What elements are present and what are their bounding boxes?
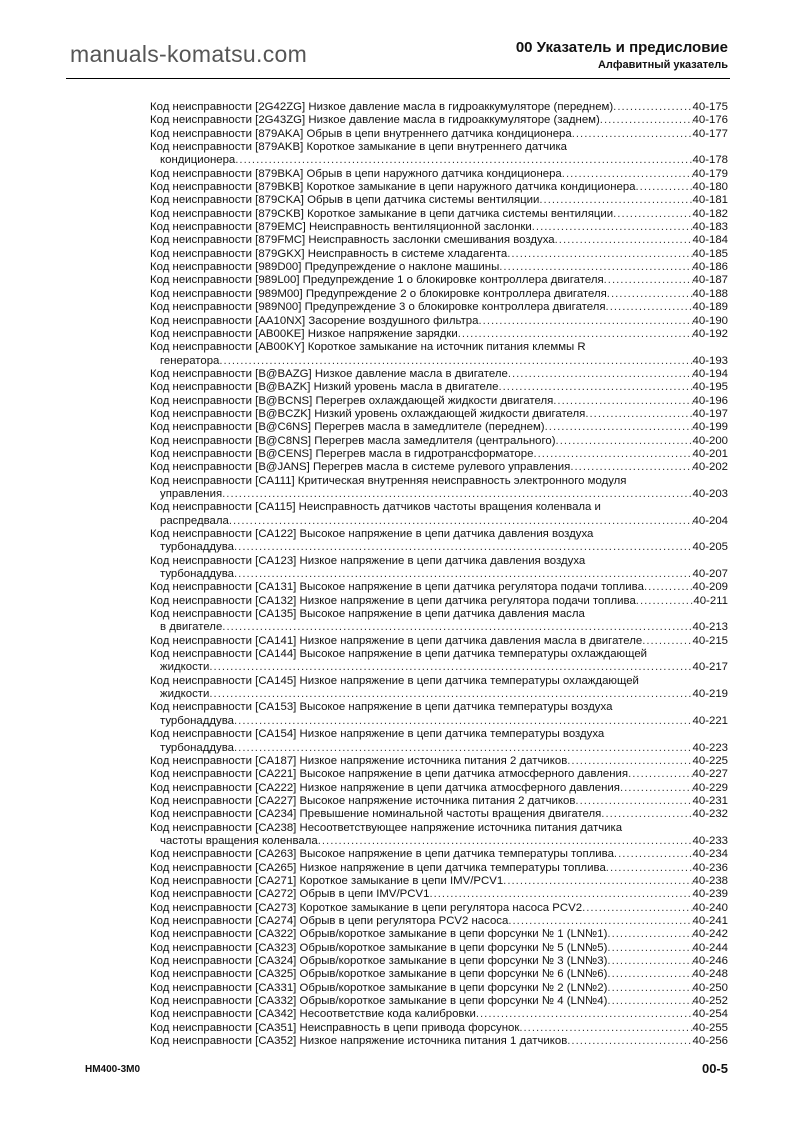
index-entry-continuation[interactable] [150, 661, 728, 674]
entry-text: Код неисправности [879FMC] Неисправность заслонки смешивания воздуха [150, 234, 555, 247]
index-entry[interactable] [150, 608, 728, 621]
dot-leader [628, 768, 692, 781]
entry-page: 40-246 [692, 955, 728, 967]
dot-leader [636, 595, 694, 608]
entry-page: 40-221 [692, 714, 728, 727]
index-entry-continuation[interactable] [150, 541, 728, 554]
index-entry[interactable] [150, 501, 728, 514]
entry-page: 40-236 [692, 861, 728, 874]
index-entry[interactable] [150, 755, 728, 768]
entry-text: Код неисправности [CA273] Короткое замыкание в цепи регулятора насоса PCV2 [150, 901, 583, 914]
dot-leader [607, 288, 693, 301]
dot-leader [607, 928, 692, 941]
entry-text-continuation: турбонаддува [160, 714, 234, 727]
index-entry[interactable] [150, 888, 728, 901]
dot-leader [499, 261, 692, 274]
entry-text: Код неисправности [879CKB] Короткое замыкание в цепи датчика системы вентиляции [150, 207, 614, 220]
index-entry[interactable] [150, 408, 728, 421]
footer-page-number: 00-5 [701, 1061, 728, 1076]
entry-text: Код неисправности [CA352] Низкое напряжение источника питания 1 датчиков [150, 1035, 568, 1048]
entry-page: 40-254 [692, 1008, 728, 1021]
index-entry[interactable] [150, 1022, 728, 1035]
dot-leader [607, 955, 692, 968]
entry-text-continuation: турбонаддува [160, 741, 234, 754]
entry-text: Код неисправности [879AKB] Короткое замыкание в цепи внутреннего датчика [150, 141, 568, 154]
entry-text: Код неисправности [CA123] Низкое напряжение в цепи датчика давления воздуха [150, 554, 586, 567]
index-entry[interactable] [150, 395, 728, 408]
entry-page: 40-239 [692, 888, 728, 901]
dot-leader [519, 1022, 692, 1035]
index-entry[interactable] [150, 555, 728, 568]
watermark: manuals-komatsu.com [70, 41, 308, 67]
index-entry[interactable] [150, 194, 728, 207]
dot-leader [567, 755, 692, 768]
index-entry[interactable] [150, 248, 728, 261]
index-entry[interactable] [150, 701, 728, 714]
index-entry[interactable] [150, 435, 728, 448]
dot-leader [601, 808, 692, 821]
entry-text: Код неисправности [879AKA] Обрыв в цепи внутреннего датчика кондиционера [150, 127, 572, 140]
dot-leader [607, 942, 692, 955]
entry-page: 40-229 [692, 781, 728, 794]
entry-page: 40-211 [693, 594, 728, 607]
entry-page: 40-183 [692, 221, 728, 234]
index-entry[interactable] [150, 635, 728, 648]
index-entry[interactable] [150, 208, 728, 221]
index-entry[interactable] [150, 301, 728, 314]
dot-leader [209, 661, 692, 674]
index-entry[interactable] [150, 1035, 728, 1048]
index-entry[interactable] [150, 368, 728, 381]
index-entry[interactable] [150, 181, 728, 194]
entry-text: Код неисправности [CA263] Высокое напряжение в цепи датчика температуры топлива [150, 848, 614, 861]
entry-text: Код неисправности [CA145] Низкое напряжение в цепи датчика температуры охлаждающей [150, 674, 639, 687]
index-entry[interactable] [150, 114, 728, 127]
entry-text: Код неисправности [B@CENS] Перегрев масла в гидротрансформаторе [150, 447, 534, 460]
entry-page: 40-250 [692, 981, 728, 994]
dot-leader [636, 181, 693, 194]
dot-leader [508, 368, 693, 381]
entry-page: 40-185 [692, 247, 728, 260]
entry-text: Код неисправности [CA135] Высокое напряжение в цепи датчика давления масла [150, 608, 585, 621]
dot-leader [235, 154, 692, 167]
index-entry[interactable] [150, 795, 728, 808]
entry-page: 40-175 [692, 101, 728, 113]
dot-leader [607, 968, 692, 981]
entry-text-continuation: управления [160, 487, 223, 500]
entry-page: 40-256 [692, 1035, 728, 1048]
dot-leader [607, 982, 692, 995]
entry-page: 40-195 [692, 381, 728, 394]
index-entry[interactable] [150, 475, 728, 488]
entry-page: 40-231 [692, 794, 728, 807]
entry-page: 40-241 [692, 914, 728, 927]
entry-page: 40-180 [692, 181, 728, 194]
index-entry[interactable] [150, 168, 728, 181]
index-entry[interactable] [150, 848, 728, 861]
index-entry[interactable] [150, 341, 728, 354]
dot-leader [234, 541, 693, 554]
entry-text: Код неисправности [CA342] Несоответствие кода калибровки [150, 1008, 476, 1021]
dot-leader [219, 355, 692, 368]
header-rule [66, 78, 730, 79]
index-entry[interactable] [150, 822, 728, 835]
dot-leader [234, 715, 693, 728]
entry-text: Код неисправности [B@JANS] Перегрев масла в системе рулевого управления [150, 461, 571, 474]
dot-leader [545, 421, 693, 434]
dot-leader [606, 862, 693, 875]
index-entry[interactable] [150, 595, 728, 608]
entry-page: 40-209 [692, 581, 728, 594]
entry-text: Код неисправности [CA141] Низкое напряжение в цепи датчика давления масла в двигателе [150, 634, 643, 647]
dot-leader [234, 568, 693, 581]
entry-text-continuation: жидкости [160, 661, 210, 674]
entry-page: 40-203 [692, 487, 728, 500]
index-entry[interactable] [150, 808, 728, 821]
dot-leader [476, 1008, 693, 1021]
entry-page: 40-187 [692, 274, 728, 287]
dot-leader [503, 875, 692, 888]
dot-leader [604, 274, 693, 287]
entry-text: Код неисправности [B@C8NS] Перегрев масла замедлителя (центрального) [150, 434, 556, 447]
entry-text: Код неисправности [CA221] Высокое напряжение в цепи датчика атмосферного давления [150, 768, 629, 781]
entry-text: Код неисправности [989N00] Предупреждение 3 о блокировке контроллера двигателя [150, 301, 606, 314]
entry-text: Код неисправности [CA154] Низкое напряжение в цепи датчика температуры воздуха [150, 728, 605, 741]
index-entry-continuation[interactable] [150, 835, 728, 848]
index-entry[interactable] [150, 581, 728, 594]
dot-leader [562, 168, 693, 181]
entry-page: 40-182 [692, 207, 728, 220]
entry-text: Код неисправности [CA144] Высокое напряжение в цепи датчика температуры охлаждающей [150, 648, 648, 661]
index-entry[interactable] [150, 141, 728, 154]
entry-text: Код неисправности [879BKA] Обрыв в цепи наружного датчика кондиционера [150, 167, 562, 180]
entry-page: 40-184 [692, 234, 728, 247]
dot-leader [532, 221, 693, 234]
index-entry[interactable] [150, 915, 728, 928]
entry-text-continuation: в двигателе [160, 621, 223, 634]
entry-page: 40-238 [692, 874, 728, 887]
dot-leader [478, 315, 692, 328]
entry-text: Код неисправности [879BKB] Короткое замыкание в цепи наружного датчика кондиционера [150, 181, 636, 194]
dot-leader [222, 621, 692, 634]
index-entry-continuation[interactable] [150, 488, 728, 501]
entry-text-continuation: жидкости [160, 688, 210, 701]
entry-text: Код неисправности [CA332] Обрыв/короткое замыкание в цепи форсунки № 4 (LN№4) [150, 995, 608, 1008]
index-entry[interactable] [150, 528, 728, 541]
dot-leader [606, 301, 693, 314]
entry-page: 40-199 [692, 421, 728, 434]
entry-text-continuation: кондиционера [160, 154, 236, 167]
entry-page: 40-213 [692, 621, 728, 634]
dot-leader [614, 848, 693, 861]
entry-text: Код неисправности [879CKA] Обрыв в цепи датчика системы вентиляции [150, 194, 540, 207]
entry-page: 40-240 [692, 901, 728, 914]
index-entry[interactable] [150, 1008, 728, 1021]
entry-text: Код неисправности [CA331] Обрыв/короткое замыкание в цепи форсунки № 2 (LN№2) [150, 981, 608, 994]
index-list [150, 101, 728, 1048]
entry-page: 40-181 [692, 194, 728, 207]
entry-text: Код неисправности [989M00] Предупреждение 2 о блокировке контроллера двигателя [150, 287, 607, 300]
entry-text: Код неисправности [B@BCZK] Низкий уровень охлаждающей жидкости двигателя [150, 407, 586, 420]
entry-text: Код неисправности [CA122] Высокое напряжение в цепи датчика давления воздуха [150, 528, 594, 540]
entry-text: Код неисправности [2G43ZG] Низкое давление масла в гидроаккумуляторе (заднем) [150, 114, 600, 127]
dot-leader [613, 101, 692, 114]
entry-text: Код неисправности [CA238] Несоответствующее напряжение источника питания датчика [150, 821, 623, 834]
entry-text: Код неисправности [CA324] Обрыв/короткое замыкание в цепи форсунки № 3 (LN№3) [150, 955, 608, 967]
index-entry[interactable] [150, 234, 728, 247]
entry-text-continuation: частоты вращения коленвала [160, 834, 318, 847]
index-entry[interactable] [150, 782, 728, 795]
index-entry-continuation[interactable] [150, 742, 728, 755]
entry-text: Код неисправности [CA272] Обрыв в цепи IMV/PCV1 [150, 888, 430, 901]
entry-text: Код неисправности [CA351] Неисправность в цепи привода форсунок [150, 1021, 520, 1034]
dot-leader [620, 782, 693, 795]
entry-page: 40-227 [692, 768, 728, 781]
entry-page: 40-197 [692, 407, 728, 420]
dot-leader [539, 194, 692, 207]
entry-page: 40-188 [692, 287, 728, 300]
dot-leader [229, 515, 693, 528]
entry-page: 40-200 [692, 434, 728, 447]
index-entry[interactable] [150, 902, 728, 915]
index-entry[interactable] [150, 928, 728, 941]
entry-text: Код неисправности [CA132] Низкое напряжение в цепи датчика регулятора подачи топлива [150, 594, 636, 607]
entry-text: Код неисправности [CA222] Низкое напряжение в цепи датчика атмосферного давления [150, 781, 620, 794]
entry-page: 40-176 [692, 114, 728, 127]
dot-leader [575, 795, 692, 808]
entry-page: 40-207 [692, 568, 728, 581]
dot-leader [585, 408, 692, 421]
dot-leader [222, 488, 692, 501]
index-entry[interactable] [150, 274, 728, 287]
index-entry[interactable] [150, 128, 728, 141]
entry-text: Код неисправности [CA323] Обрыв/короткое замыкание в цепи форсунки № 5 (LN№5) [150, 941, 608, 954]
entry-text: Код неисправности [B@C6NS] Перегрев масла в замедлителе (переднем) [150, 421, 545, 434]
entry-page: 40-242 [692, 928, 728, 941]
dot-leader [570, 461, 692, 474]
entry-page: 40-177 [692, 127, 728, 140]
dot-leader [642, 635, 692, 648]
entry-text: Код неисправности [AB00KE] Низкое напряжение зарядки [150, 327, 458, 340]
entry-page: 40-202 [692, 461, 728, 474]
entry-text: Код неисправности [CA274] Обрыв в цепи регулятора PCV2 насоса [150, 914, 509, 927]
dot-leader [429, 888, 692, 901]
entry-text: Код неисправности [CA131] Высокое напряжение в цепи датчика регулятора подачи топлива [150, 581, 644, 594]
entry-text: Код неисправности [AA10NX] Засорение воздушного фильтра [150, 314, 479, 327]
dot-leader [209, 688, 692, 701]
entry-text: Код неисправности [B@BAZG] Низкое давление масла в двигателе [150, 367, 508, 380]
entry-page: 40-223 [692, 741, 728, 754]
entry-text-continuation: генератора [160, 354, 220, 367]
entry-page: 40-215 [692, 634, 728, 647]
dot-leader [644, 581, 693, 594]
index-entry-continuation[interactable] [150, 715, 728, 728]
entry-page: 40-234 [692, 848, 728, 861]
index-entry[interactable] [150, 101, 728, 114]
entry-text-continuation: распредвала [160, 514, 229, 527]
entry-page: 40-194 [692, 367, 728, 380]
dot-leader [553, 395, 692, 408]
index-entry[interactable] [150, 955, 728, 968]
dot-leader [572, 128, 693, 141]
entry-text: Код неисправности [CA115] Неисправность датчиков частоты вращения коленвала и [150, 501, 601, 514]
index-entry-continuation[interactable] [150, 568, 728, 581]
entry-text: Код неисправности [CA322] Обрыв/короткое замыкание в цепи форсунки № 1 (LN№1) [150, 928, 608, 941]
dot-leader [607, 995, 692, 1008]
index-entry-continuation[interactable] [150, 515, 728, 528]
index-entry-continuation[interactable] [150, 688, 728, 701]
index-entry[interactable] [150, 862, 728, 875]
entry-text: Код неисправности [CA325] Обрыв/короткое замыкание в цепи форсунки № 6 (LN№6) [150, 968, 608, 981]
entry-page: 40-201 [692, 447, 728, 460]
index-entry[interactable] [150, 942, 728, 955]
entry-page: 40-244 [692, 941, 728, 954]
index-entry[interactable] [150, 381, 728, 394]
entry-page: 40-196 [692, 394, 728, 407]
index-entry[interactable] [150, 728, 728, 741]
entry-page: 40-232 [692, 808, 728, 821]
index-entry[interactable] [150, 328, 728, 341]
entry-text: Код неисправности [CA234] Превышение номинальной частоты вращения двигателя [150, 808, 602, 821]
entry-page: 40-179 [692, 167, 728, 180]
entry-text: Код неисправности [CA187] Низкое напряжение источника питания 2 датчиков [150, 754, 568, 767]
dot-leader [458, 328, 693, 341]
entry-page: 40-205 [692, 541, 728, 554]
index-entry[interactable] [150, 768, 728, 781]
entry-text: Код неисправности [989D00] Предупреждение о наклоне машины [150, 261, 500, 274]
dot-leader [498, 381, 692, 394]
section-subtitle: Алфавитный указатель [597, 59, 728, 71]
dot-leader [508, 915, 692, 928]
entry-page: 40-178 [692, 154, 728, 167]
entry-page: 40-219 [692, 688, 728, 701]
entry-text: Код неисправности [989L00] Предупреждение 1 о блокировке контроллера двигателя [150, 274, 604, 287]
index-entry[interactable] [150, 648, 728, 661]
entry-text: Код неисправности [B@BCNS] Перегрев охлаждающей жидкости двигателя [150, 394, 554, 407]
dot-leader [556, 435, 693, 448]
entry-page: 40-255 [692, 1021, 728, 1034]
index-entry[interactable] [150, 675, 728, 688]
section-title: 00 Указатель и предисловие [515, 39, 728, 56]
entry-page: 40-186 [692, 261, 728, 274]
index-entry[interactable] [150, 261, 728, 274]
dot-leader [567, 1035, 692, 1048]
entry-page: 40-217 [692, 661, 728, 674]
footer-model: HM400-3M0 [85, 1064, 141, 1075]
entry-text: Код неисправности [879GKX] Неисправность в системе хладагента [150, 247, 508, 260]
entry-text: Код неисправности [CA153] Высокое напряжение в цепи датчика температуры воздуха [150, 701, 613, 714]
entry-text-continuation: турбонаддува [160, 541, 234, 554]
index-entry[interactable] [150, 875, 728, 888]
entry-text: Код неисправности [B@BAZK] Низкий уровень масла в двигателе [150, 381, 499, 394]
entry-text: Код неисправности [879EMC] Неисправность вентиляционной заслонки [150, 221, 532, 234]
index-entry[interactable] [150, 461, 728, 474]
index-entry[interactable] [150, 968, 728, 981]
entry-page: 40-189 [692, 301, 728, 314]
entry-text: Код неисправности [CA111] Критическая внутренняя неисправность электронного модуля [150, 474, 627, 487]
entry-page: 40-248 [692, 968, 728, 981]
dot-leader [582, 902, 692, 915]
index-entry[interactable] [150, 315, 728, 328]
index-entry-continuation[interactable] [150, 355, 728, 368]
dot-leader [318, 835, 693, 848]
index-entry[interactable] [150, 288, 728, 301]
index-entry-continuation[interactable] [150, 621, 728, 634]
entry-text: Код неисправности [AB00KY] Короткое замыкание на источник питания клеммы R [150, 341, 586, 354]
index-entry-continuation[interactable] [150, 154, 728, 167]
dot-leader [555, 234, 693, 247]
dot-leader [234, 742, 693, 755]
entry-page: 40-204 [692, 514, 728, 527]
entry-page: 40-233 [692, 834, 728, 847]
index-entry[interactable] [150, 421, 728, 434]
index-entry[interactable] [150, 448, 728, 461]
entry-page: 40-252 [692, 995, 728, 1008]
entry-page: 40-193 [692, 354, 728, 367]
index-entry[interactable] [150, 982, 728, 995]
index-entry[interactable] [150, 221, 728, 234]
dot-leader [533, 448, 692, 461]
entry-text: Код неисправности [CA227] Высокое напряжение источника питания 2 датчиков [150, 794, 576, 807]
entry-page: 40-192 [692, 327, 728, 340]
entry-text: Код неисправности [2G42ZG] Низкое давление масла в гидроаккумуляторе (переднем) [150, 101, 614, 113]
entry-page: 40-190 [692, 314, 728, 327]
dot-leader [600, 114, 693, 127]
dot-leader [507, 248, 692, 261]
entry-text: Код неисправности [CA271] Короткое замыкание в цепи IMV/PCV1 [150, 874, 504, 887]
dot-leader [613, 208, 692, 221]
entry-text-continuation: турбонаддува [160, 568, 234, 581]
index-entry[interactable] [150, 995, 728, 1008]
entry-text: Код неисправности [CA265] Низкое напряжение в цепи датчика температуры топлива [150, 861, 606, 874]
entry-page: 40-225 [692, 754, 728, 767]
